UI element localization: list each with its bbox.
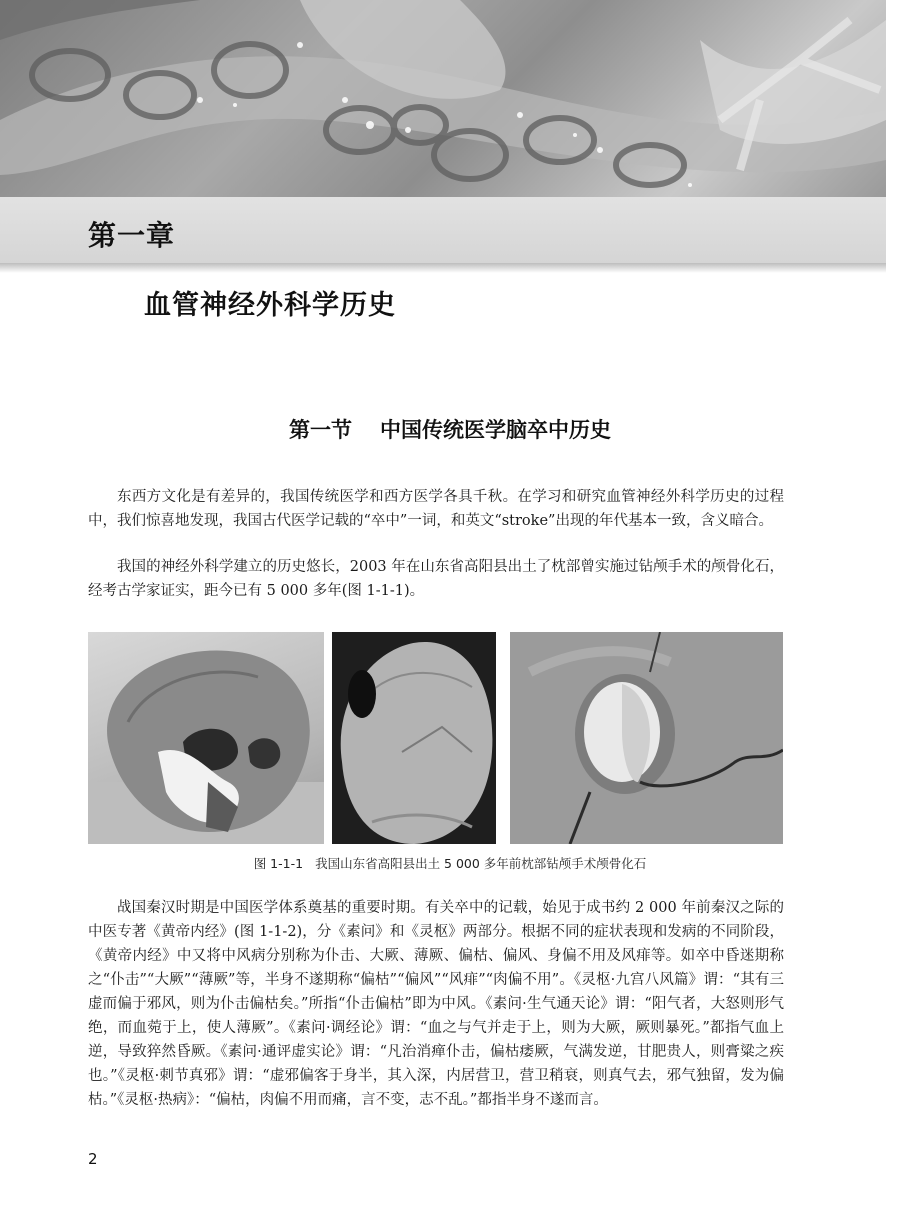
body-paragraph-2: 我国的神经外科学建立的历史悠长，2003 年在山东省高阳县出土了枕部曾实施过钻颅手术的颅骨化石，经考古学家证实，距今已有 5 000 多年(图 1-1-1)。 [88, 559, 784, 599]
chapter-banner-image [0, 0, 886, 197]
section-heading [0, 414, 900, 444]
skull-fossil-photo-front [88, 632, 324, 844]
section-title: 中国传统医学脑卒中历史 [380, 418, 611, 442]
page-number: 2 [88, 1150, 98, 1168]
skull-fossil-photo-back [332, 632, 496, 844]
chapter-title: 血管神经外科学历史 [144, 290, 396, 321]
figure-caption-text: 我国山东省高阳县出土 5 000 多年前枕部钻颅手术颅骨化石 [315, 856, 647, 871]
section-number: 第一节 [289, 418, 352, 442]
body-paragraph-3: 战国秦汉时期是中国医学体系奠基的重要时期。有关卒中的记载，始见于成书约 2 000 年前秦汉之际的中医专著《黄帝内经》(图 1-1-2)，分《素问》和《灵枢》两部分。根据不同的症状表现和发病的不同阶段，《黄帝内经》中又将中风病分别称为仆击、大厥、薄厥、偏枯、偏风、身偏不用及风痱等。如卒中昏迷期称之“仆击”“大厥”“薄厥”等，半身不遂期称“偏枯”“偏风”“风痱”“肉偏不用”。《灵枢·九宫八风篇》谓：“其有三虚而偏于邪风，则为仆击偏枯矣。”所指“仆击偏枯”即为中风。《素问·生气通天论》谓：“阳气者，大怒则形气绝，而血菀于上，使人薄厥”。《素问·调经论》谓：“血之与气并走于上，则为大厥，厥则暴死。”都指气血上逆，导致猝然昏厥。《素问·通评虚实论》谓：“凡治消瘅仆击，偏枯痿厥，气满发逆，甘肥贵人，则膏粱之疾也。”《灵枢·刺节真邪》谓：“虚邪偏客于身半，其入深，内居营卫，营卫稍衰，则真气去，邪气独留，发为偏枯。”《灵枢·热病》：“偏枯，肉偏不用而痛，言不变，志不乱。”都指半身不遂而言。 [88, 900, 784, 1108]
chapter-bar-shadow [0, 263, 886, 273]
figure-caption [0, 854, 900, 872]
skull-trepanation-hole-closeup [510, 632, 783, 844]
body-paragraph-1: 东西方文化是有差异的，我国传统医学和西方医学各具千秋。在学习和研究血管神经外科学历史的过程中，我们惊喜地发现，我国古代医学记载的“卒中”一词，和英文“stroke”出现的年代基本一致，含义暗合。 [88, 489, 784, 529]
figure-number: 图 1-1-1 [253, 856, 304, 871]
chapter-number: 第一章 [88, 219, 176, 252]
